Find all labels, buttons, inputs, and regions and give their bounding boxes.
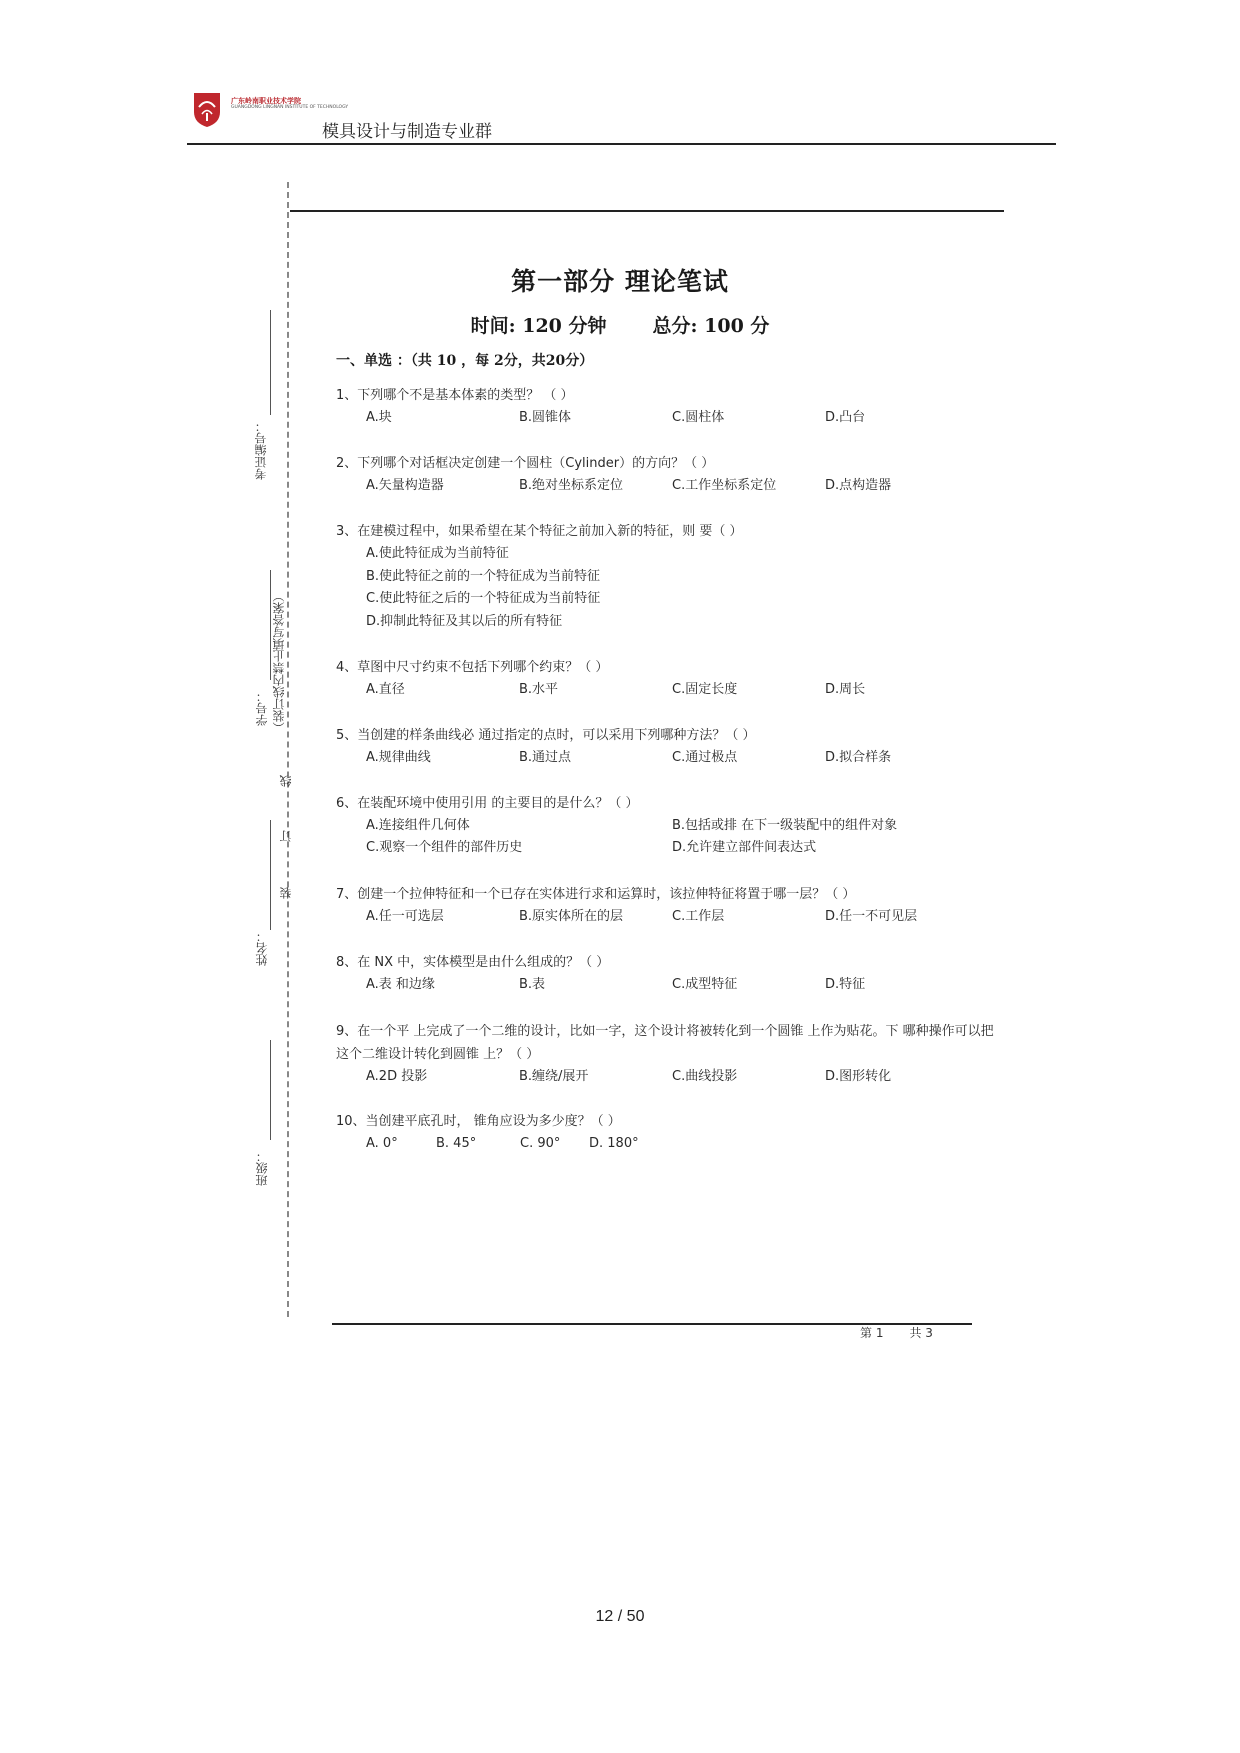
question-5 [336,725,996,769]
option-c: C.曲线投影 [672,1069,738,1084]
option-b: B.包括或排 在下一级装配中的组件对象 [672,818,898,833]
college-name-cn: 广东岭南职业技术学院 [231,97,301,105]
class-label: 班级： [255,1150,269,1186]
option-a: A.规律曲线 [366,750,431,765]
question-options-row2 [366,837,996,859]
option-b: B.原实体所在的层 [519,909,624,924]
option-d: D. 180° [589,1136,639,1151]
option-c: C.工作坐标系定位 [672,478,777,493]
section-heading: 一、单选 ：（共 10 ，每 2分，共20分） [336,353,594,369]
document-page-indicator: 12 / 50 [595,1608,645,1625]
option-d: D.任一不可见层 [825,909,918,924]
seal-char-line: 线 [279,775,293,787]
exam-id-label: 考证编号： [254,420,268,480]
option-b: B.绝对坐标系定位 [519,478,624,493]
question-2 [336,453,996,497]
question-options [366,906,996,928]
option-b: B.水平 [519,682,559,697]
option-a: A. 0° [366,1136,398,1151]
sheet-current-page: 第 1 [860,1326,884,1340]
question-4 [336,657,996,701]
option-d: D.图形转化 [825,1069,892,1084]
name-label: 姓名： [255,930,269,966]
question-stem: 9、在一个平 上完成了一个二维的设计，比如一字，这个设计将被转化到一个圆锥 上作为贴花。下 哪种操作可以把这个二维设计转化到圆锥 上？（ ） [336,1024,994,1062]
question-stem: 6、在装配环境中使用引用 的主要目的是什么？（ ） [336,796,639,811]
question-stem: 4、草图中尺寸约束不包括下列哪个约束？（ ） [336,660,609,675]
question-stem: 1、下列哪个不是基本体素的类型？ （ ） [336,388,574,403]
question-options [366,475,996,497]
option-c: C. 90° [520,1136,561,1151]
option-c: C.工作层 [672,909,725,924]
option-a: A.使此特征成为当前特征 [366,546,509,561]
option-b: B.表 [519,977,546,992]
college-name-en: GUANGDONG LINGNAN INSTITUTE OF TECHNOLOGY [231,105,349,110]
question-options [366,1133,996,1155]
option-a: A.块 [366,410,392,425]
option-c: C.固定长度 [672,682,738,697]
exam-total-score: 总分: 100 分 [652,315,770,337]
option-b: B.缠绕/展开 [519,1069,589,1084]
college-name [231,98,348,111]
question-options [366,1066,996,1088]
question-1 [336,385,996,429]
question-options [366,407,996,429]
name-line [270,820,271,930]
binding-dashed-line [287,182,289,1317]
college-logo-icon [193,92,221,128]
question-stem: 3、在建模过程中，如果希望在某个特征之前加入新的特征，则 要（ ） [336,524,743,539]
question-10 [336,1111,996,1155]
question-6 [336,793,996,859]
header-title: 模具设计与制造专业群 [322,122,492,142]
exam-info [0,311,1240,338]
option-c: C.观察一个组件的部件历史 [366,840,523,855]
option-a: A.连接组件几何体 [366,818,470,833]
question-options [366,543,996,633]
question-options [366,679,996,701]
question-stem: 8、在 NX 中，实体模型是由什么组成的？（ ） [336,955,610,970]
option-d: D.特征 [825,977,866,992]
header-divider [187,143,1056,145]
option-c: C.圆柱体 [672,410,725,425]
option-a: A.矢量构造器 [366,478,444,493]
option-a: A.直径 [366,682,405,697]
seal-char-ding: 订 [279,830,293,842]
sheet-total-pages: 共 3 [909,1326,933,1340]
class-line [270,1040,271,1140]
option-d: D.点构造器 [825,478,892,493]
sheet-top-rule [290,210,1004,212]
question-stem: 10、当创建平底孔时， 锥角应设为多少度？（ ） [336,1114,621,1129]
sheet-page-number [860,1324,933,1341]
question-options [366,974,996,996]
question-stem: 5、当创建的样条曲线必 通过指定的点时，可以采用下列哪种方法？（ ） [336,728,756,743]
option-b: B. 45° [436,1136,477,1151]
option-a: A.任一可选层 [366,909,444,924]
exam-title: 第一部分 理论笔试 [511,267,729,296]
question-9 [336,1020,996,1088]
question-7 [336,884,996,928]
student-no-label: 学号： [255,690,269,726]
option-c: C.成型特征 [672,977,738,992]
option-b: B.使此特征之前的一个特征成为当前特征 [366,568,601,584]
option-a: A.表 和边缘 [366,977,435,992]
option-d: D.抑制此特征及其以后的所有特征 [366,613,563,629]
question-stem: 2、下列哪个对话框决定创建一个圆柱（Cylinder）的方向？（ ） [336,456,715,471]
binding-notice: （装订线内禁止填写答案） [272,590,286,734]
exam-time: 时间: 120 分钟 [470,315,607,337]
question-options-row1 [366,815,996,837]
seal-char-zhuang: 装 [279,887,293,899]
option-c: C.使此特征之后的一个特征成为当前特征 [366,591,601,606]
option-c: C.通过极点 [672,750,738,765]
question-8 [336,952,996,996]
option-d: D.拟合样条 [825,750,892,765]
option-a: A.2D 投影 [366,1069,428,1084]
question-3 [336,521,996,633]
option-b: B.圆锥体 [519,410,572,425]
question-options [366,747,996,769]
option-d: D.周长 [825,682,866,697]
option-b: B.通过点 [519,750,572,765]
option-d: D.允许建立部件间表达式 [672,840,817,855]
question-stem: 7、创建一个拉伸特征和一个已存在实体进行求和运算时，该拉伸特征将置于哪一层？（ ） [336,887,856,902]
option-d: D.凸台 [825,410,866,425]
